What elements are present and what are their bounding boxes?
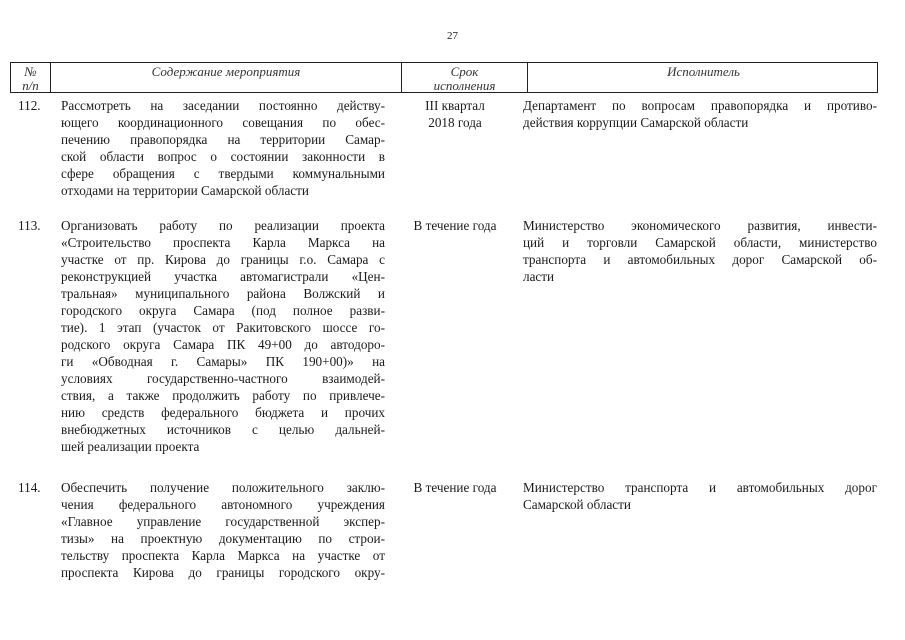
row-executor <box>523 97 877 131</box>
executor-line: транспорта и автомобильных дорог Самарской об- <box>523 252 877 267</box>
content-line: ствия, а также продолжить работу по привлече- <box>61 388 385 403</box>
row-term <box>395 97 515 131</box>
content-line: шей реализации проекта <box>61 439 200 454</box>
executor-line: Самарской области <box>523 497 631 512</box>
term-line: 2018 года <box>428 115 482 130</box>
content-line: тральная» муниципального района Волжский и <box>61 286 385 301</box>
content-line: нию средств федерального бюджета и прочих <box>61 405 385 420</box>
content-line: тие). 1 этап (участок от Ракитовского шоссе го- <box>61 320 385 335</box>
row-number: 112. <box>18 98 41 113</box>
row-number: 114. <box>18 480 41 495</box>
row-content <box>61 479 385 581</box>
header-number-line: № <box>24 64 37 79</box>
row-content <box>61 217 385 455</box>
term-line: III квартал <box>425 98 485 113</box>
header-executor-column: Исполнитель <box>667 64 740 79</box>
header-term-line: Срок <box>450 64 479 79</box>
row-content <box>61 97 385 199</box>
executor-line: ласти <box>523 269 555 284</box>
executor-line: Департамент по вопросам правопорядка и противо- <box>523 98 877 113</box>
content-line: ской области вопрос о состоянии законности в <box>61 149 385 164</box>
content-line: родского округа Самара ПК 49+00 до автодоро- <box>61 337 385 352</box>
content-line: сфере обращения с твердыми коммунальными <box>61 166 385 181</box>
row-number: 113. <box>18 218 41 233</box>
row-executor <box>523 217 877 285</box>
header-number-line: п/п <box>22 78 39 93</box>
row-term <box>395 217 515 234</box>
content-line: «Строительство проспекта Карла Маркса на <box>61 235 385 250</box>
content-line: Организовать работу по реализации проекта <box>61 218 385 233</box>
header-number-column <box>11 63 51 92</box>
content-line: реконструкцией участка автомагистрали «Цен- <box>61 269 385 284</box>
content-line: тизы» на проектную документацию по строи- <box>61 531 385 546</box>
content-line: условиях государственно-частного взаимодей- <box>61 371 385 386</box>
content-line: участке от пр. Кирова до границы г.о. Самара с <box>61 252 385 267</box>
content-line: чения федерального автономного учреждения <box>61 497 385 512</box>
content-line: городского округа Самара (под полное разви- <box>61 303 385 318</box>
row-term <box>395 479 515 496</box>
content-line: внебюджетных источников с целью дальней- <box>61 422 385 437</box>
row-executor <box>523 479 877 513</box>
content-line: печению правопорядка на территории Самар- <box>61 132 385 147</box>
executor-line: Министерство экономического развития, инвести- <box>523 218 877 233</box>
header-term-line: исполнения <box>433 78 496 93</box>
content-line: Обеспечить получение положительного заклю- <box>61 480 385 495</box>
content-line: ги «Обводная г. Самары» ПК 190+00)» на <box>61 354 385 369</box>
term-line: В течение года <box>413 218 497 233</box>
page-number: 27 <box>447 30 458 42</box>
executor-line: Министерство транспорта и автомобильных дорог <box>523 480 877 495</box>
content-line: отходами на территории Самарской области <box>61 183 309 198</box>
executor-line: ций и торговли Самарской области, министерство <box>523 235 877 250</box>
header-content-column: Содержание мероприятия <box>51 63 402 92</box>
content-line: проспекта Кирова до границы городского окру- <box>61 565 385 580</box>
term-line: В течение года <box>413 480 497 495</box>
content-line: Рассмотреть на заседании постоянно действу- <box>61 98 385 113</box>
header-term-column <box>402 63 528 92</box>
content-line: ющего координационного совещания по обес- <box>61 115 385 130</box>
executor-line: действия коррупции Самарской области <box>523 115 749 130</box>
content-line: «Главное управление государственной экспер- <box>61 514 385 529</box>
content-line: тельству проспекта Карла Маркса на участке от <box>61 548 385 563</box>
table-header <box>10 62 878 93</box>
